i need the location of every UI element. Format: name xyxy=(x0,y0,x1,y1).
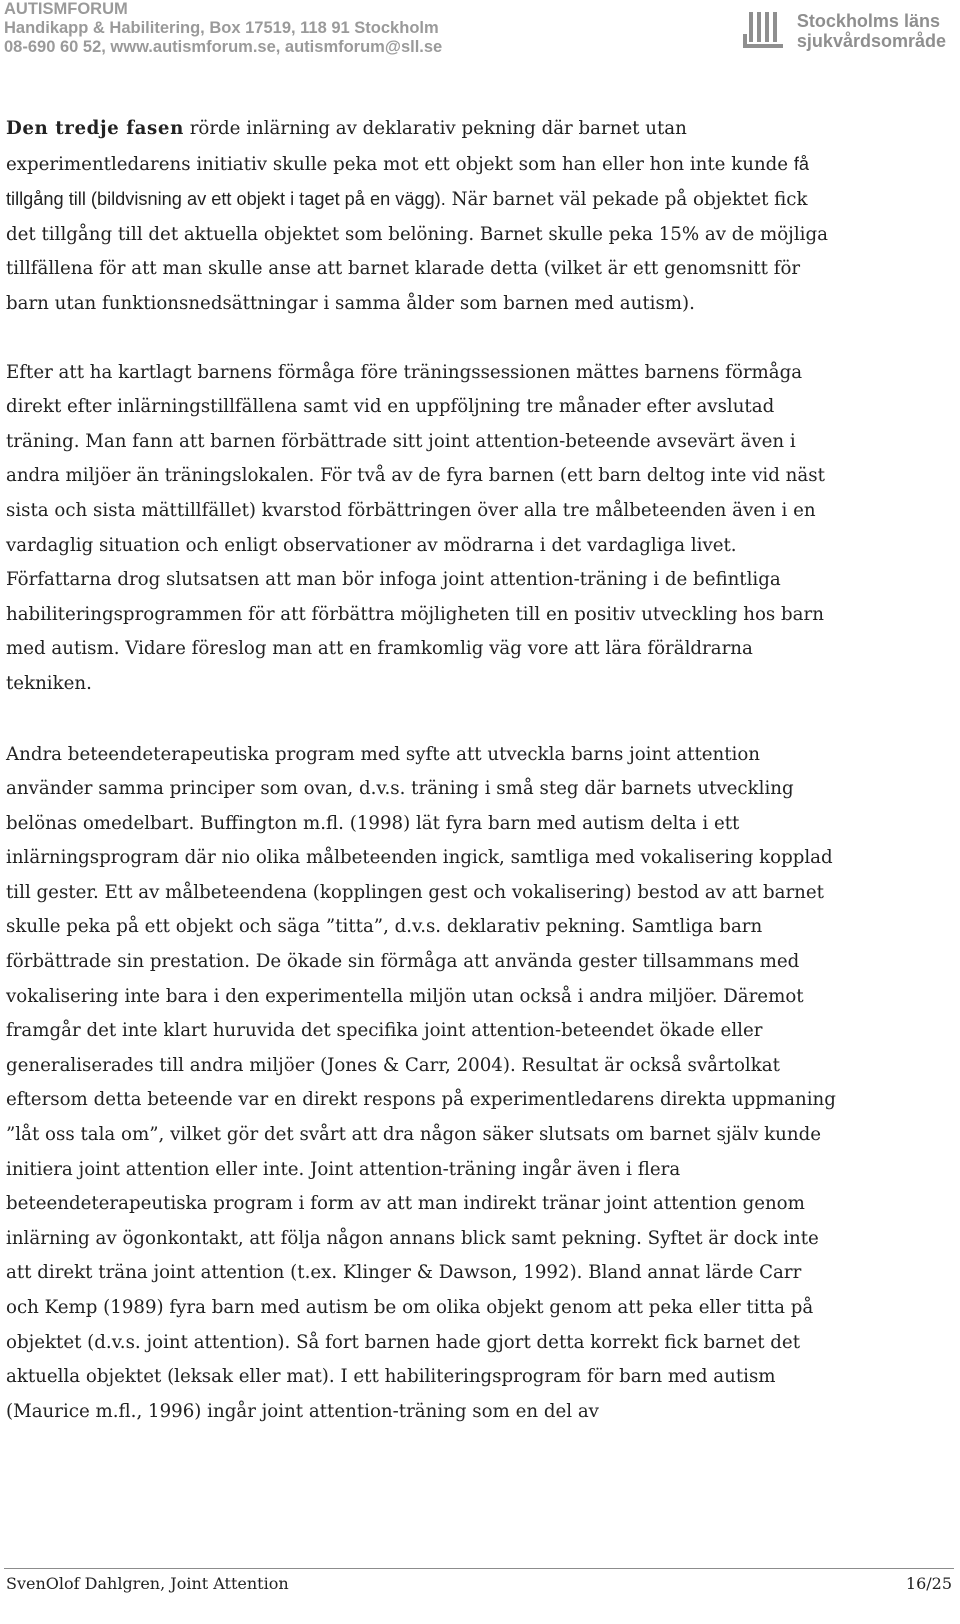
paragraph-1-part-a: rörde inlärning av deklarativ pekning där barnet utan experimentledarens initiativ skulle peka mot ett objekt som han eller hon inte kunde xyxy=(6,118,794,175)
org-address: Handikapp & Habilitering, Box 17519, 118 91 Stockholm xyxy=(4,19,439,37)
logo-line-2: sjukvårdsområde xyxy=(796,31,946,51)
paragraph-1-part-b: få tillgång till (bildvisning av ett objekt i taget på en vägg). xyxy=(6,153,810,210)
logo-text xyxy=(797,11,946,51)
paragraph-1 xyxy=(6,112,836,322)
paragraph-1-lead: Den tredje fasen xyxy=(6,118,184,139)
org-name: AUTISMFORUM xyxy=(4,0,128,18)
logo-line-1: Stockholms läns xyxy=(796,11,940,31)
page-header xyxy=(0,0,960,62)
footer-author-title: SvenOlof Dahlgren, Joint Attention xyxy=(6,1574,289,1593)
page-footer xyxy=(0,1540,960,1624)
body-text xyxy=(6,112,836,1429)
paragraph-1-part-c: När barnet väl pekade på objektet fick det tillgång till det aktuella objektet som belöning. Barnet skulle peka 15% av de möjliga tillfällena för att man skulle anse att barnet klarade detta (vilket är ett genomsnitt för barn utan funktionsnedsättningar i samma ålder som barnen med autism). xyxy=(6,189,828,314)
org-address-block xyxy=(4,0,442,57)
org-contact: 08-690 60 52, www.autismforum.se, autismforum@sll.se xyxy=(4,38,443,56)
sll-logo-mark-icon xyxy=(741,10,789,52)
footer-divider xyxy=(4,1568,954,1569)
paragraph-3: Andra beteendeterapeutiska program med syfte att utveckla barns joint attention använder samma principer som ovan, d.v.s. träning i små steg där barnets utveckling belönas omedelbart. Buffington m.fl. (1998) lät fyra barn med autism delta i ett inlärningsprogram där nio olika målbeteenden ingick, samtliga med vokalisering kopplad till gester. Ett av målbeteendena (kopplingen gest och vokalisering) bestod av att barnet skulle peka på ett objekt och säga ”titta”, d.v.s. deklarativ pekning. Samtliga barn förbättrade sin prestation. De ökade sin förmåga att använda gester tillsammans med vokalisering inte bara i den experimentella miljön utan också i andra miljöer. Däremot framgår det inte klart huruvida det specifika joint attention-beteendet ökade eller generaliserades till andra miljöer (Jones & Carr, 2004). Resultat är också svårtolkat eftersom detta beteende var en direkt respons på experimentledarens direkta uppmaning ”låt oss tala om”, vilket gör det svårt att dra någon säker slutsats om barnet själv kunde initiera joint attention eller inte. Joint attention-träning ingår även i flera beteendeterapeutiska program i form av att man indirekt tränar joint attention genom inlärning av ögonkontakt, att följa någon annans blick samt pekning. Syftet är dock inte att direkt träna joint attention (t.ex. Klinger & Dawson, 1992). Bland annat lärde Carr och Kemp (1989) fyra barn med autism be om olika objekt genom att peka eller titta på objektet (d.v.s. joint attention). Så fort barnen hade gjort detta korrekt fick barnet det aktuella objektet (leksak eller mat). I ett habiliteringsprogram för barn med autism (Maurice m.fl., 1996) ingår joint attention-träning som en del av xyxy=(6,743,836,1422)
paragraph-2: Efter att ha kartlagt barnens förmåga före träningssessionen mättes barnens förmåga direkt efter inlärningstillfällena samt vid en uppföljning tre månader efter avslutad träning. Man fann att barnen förbättrade sitt joint attention-beteende avsevärt även i andra miljöer än träningslokalen. För två av de fyra barnen (ett barn deltog inte vid näst sista och sista mättillfället) kvarstod förbättringen över alla tre målbeteenden även i en vardaglig situation och enligt observationer av mödrarna i det vardagliga livet. Författarna drog slutsatsen att man bör infoga joint attention-träning i de befintliga habiliteringsprogrammen för att förbättra möjligheten till en positiv utveckling hos barn med autism. Vidare föreslog man att en framkomlig väg vore att lära föräldrarna tekniken. xyxy=(6,361,825,694)
page-number: 16/25 xyxy=(905,1574,952,1593)
sll-logo xyxy=(741,8,946,54)
